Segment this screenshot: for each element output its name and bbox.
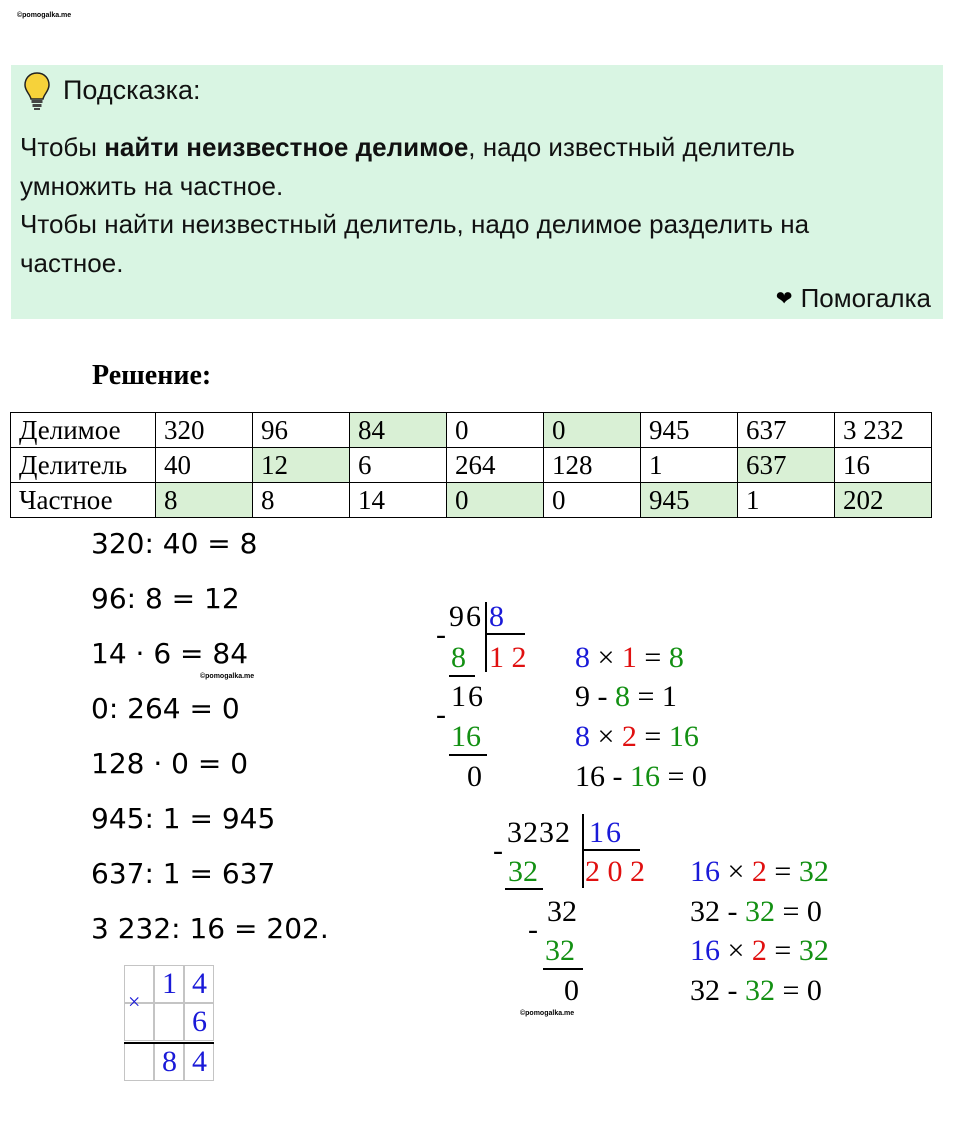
equation: 637: 1 = 637: [91, 857, 276, 890]
multiply-sign: ×: [128, 989, 141, 1014]
equation: 0: 264 = 0: [91, 692, 240, 725]
watermark: ©pomogalka.me: [200, 673, 255, 680]
hint-box: [11, 65, 943, 319]
table-row: Делитель 40 12 6 264 128 1 637 16: [11, 448, 932, 483]
equation: 128 · 0 = 0: [91, 747, 249, 780]
solution-title: Решение:: [92, 360, 212, 391]
watermark: ©pomogalka.me: [520, 1010, 575, 1017]
watermark: ©pomogalka.me: [17, 12, 72, 19]
table-row: Делимое 320 96 84 0 0 945 637 3 232: [11, 413, 932, 448]
equation: 3 232: 16 = 202.: [91, 912, 329, 945]
table-row: Частное 8 8 14 0 0 945 1 202: [11, 483, 932, 518]
equation: 945: 1 = 945: [91, 802, 276, 835]
heart-icon: ❤: [775, 288, 793, 310]
equation: 14 · 6 = 84: [91, 637, 249, 670]
hint-title: Подсказка:: [63, 75, 201, 105]
hint-signature: ❤ Помогалка: [775, 283, 931, 313]
hint-bold: найти неизвестное делимое: [104, 132, 469, 162]
hint-text: Чтобы найти неизвестное делимое, надо известный делитель умножить на частное. Чтобы найти неизвестный делитель, надо делимое разделить на частное.: [20, 132, 810, 278]
equation: 320: 40 = 8: [91, 527, 258, 560]
equation: 96: 8 = 12: [91, 582, 240, 615]
values-table: [10, 412, 932, 518]
lightbulb-icon: [23, 71, 51, 111]
